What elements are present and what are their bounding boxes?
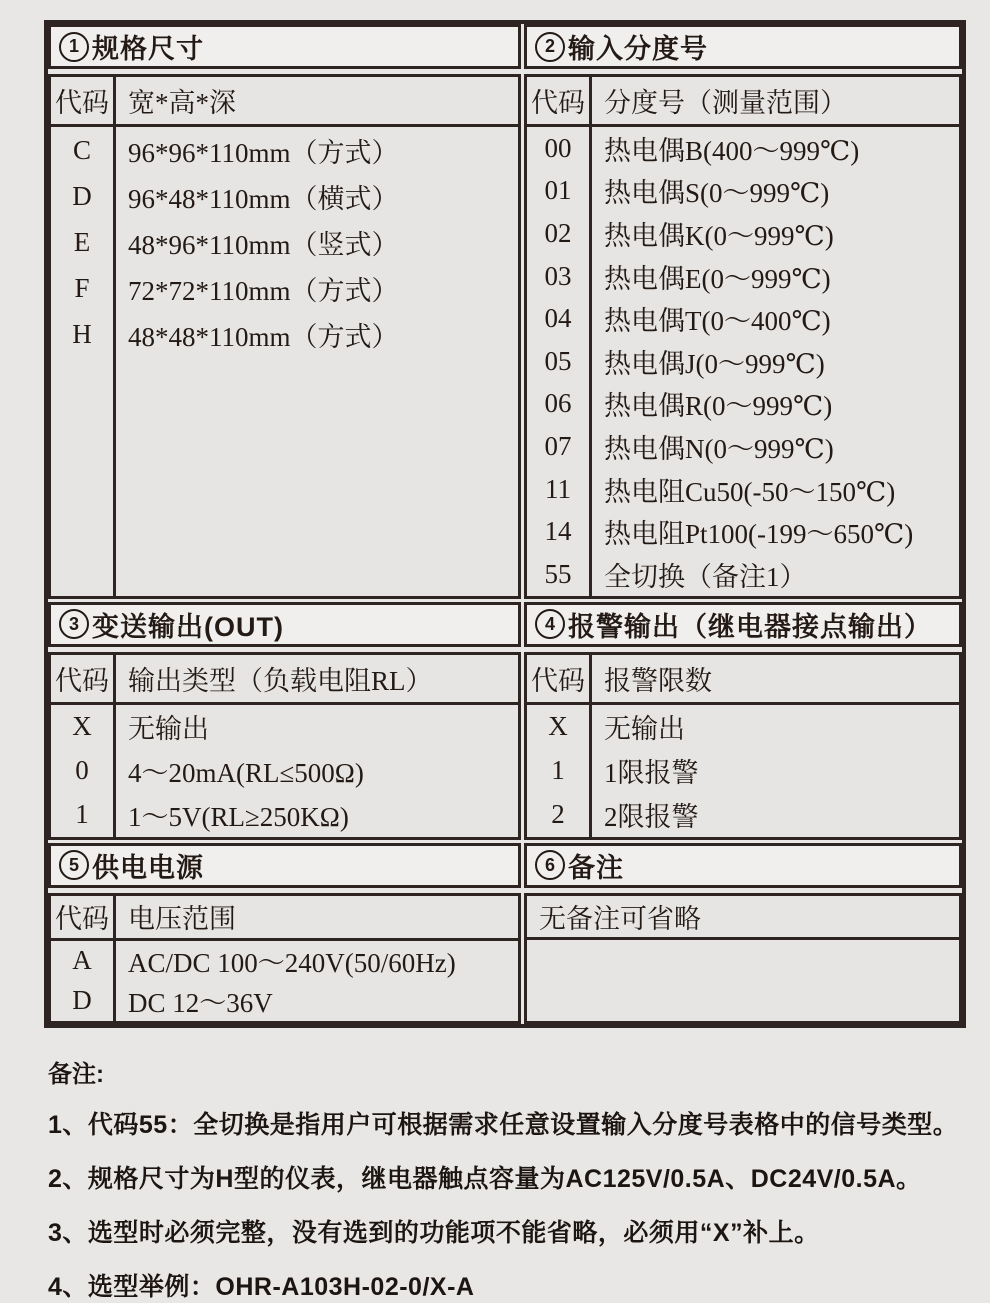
section-alarm-output: [524, 602, 962, 840]
circled-number-icon: 2: [535, 32, 565, 62]
code-cell: X: [548, 711, 568, 742]
section-transmit-output-title: [48, 602, 521, 647]
footnote-item: 3、选型时必须完整，没有选到的功能项不能省略，必须用“X”补上。: [48, 1218, 820, 1247]
section-title-text: 供电电源: [92, 852, 204, 883]
transmit-output-table: [48, 652, 521, 840]
code-column: [527, 127, 592, 596]
desc-column: [592, 127, 959, 596]
desc-cell: 1限报警: [604, 758, 699, 789]
desc-cell: 1～5V(RL≥250KΩ): [128, 802, 349, 833]
band-3: [48, 843, 962, 1024]
code-cell: 05: [544, 345, 572, 376]
section-alarm-output-title: [524, 602, 962, 647]
desc-column-header: 电压范围: [128, 904, 236, 935]
code-cell: 1: [551, 755, 565, 786]
spec-size-table: [48, 74, 521, 599]
section-title-text: 输入分度号: [568, 34, 708, 64]
desc-column: [116, 705, 518, 837]
footnote-item: 2、规格尺寸为H型的仪表，继电器触点容量为AC125V/0.5A、DC24V/0.5A。: [48, 1164, 922, 1193]
table-header-row: [51, 655, 518, 705]
code-column: [527, 705, 592, 837]
desc-cell: 热电偶R(0～999℃): [604, 391, 833, 422]
code-cell: 1: [75, 799, 89, 830]
desc-cell: 热电偶S(0～999℃): [604, 178, 830, 209]
code-cell: 02: [544, 217, 572, 248]
desc-cell: 全切换（备注1）: [604, 561, 807, 592]
code-cell: 2: [551, 799, 565, 830]
code-cell: 0: [75, 755, 89, 786]
table-body: [527, 127, 959, 596]
footnotes-heading: 备注:: [48, 1060, 104, 1088]
remark-note: 无备注可省略: [527, 896, 959, 940]
table-body: [51, 705, 518, 837]
circled-number-icon: 1: [59, 32, 89, 62]
section-title-text: 报警输出（继电器接点输出）: [568, 611, 932, 642]
power-supply-table: [48, 893, 521, 1024]
section-spec-size-title: [48, 24, 521, 69]
code-cell: 14: [544, 516, 572, 547]
desc-cell: 热电偶T(0～400℃): [604, 306, 831, 337]
desc-cell: 热电偶J(0～999℃): [604, 348, 825, 379]
desc-column-header: 报警限数: [604, 665, 712, 696]
circled-number-icon: 5: [59, 850, 89, 880]
section-title-text: 备注: [568, 852, 624, 883]
code-cell: H: [72, 318, 92, 349]
selection-code-table: [44, 20, 966, 1028]
desc-column-header: 分度号（测量范围）: [604, 88, 847, 118]
code-column-header: 代码: [527, 77, 592, 124]
code-column-header: 代码: [51, 655, 116, 702]
desc-cell: 热电偶B(400～999℃): [604, 135, 860, 166]
remark-empty-cell: [527, 940, 959, 1021]
table-header-row: [527, 655, 959, 705]
table-header-row: [51, 896, 518, 941]
code-cell: 07: [544, 430, 572, 461]
input-graduation-table: [524, 74, 962, 599]
section-spec-size: [48, 24, 521, 599]
desc-cell: DC 12～36V: [128, 988, 273, 1019]
desc-column-header: 宽*高*深: [128, 88, 236, 118]
desc-cell: 热电偶E(0～999℃): [604, 263, 831, 294]
section-input-graduation-title: [524, 24, 962, 69]
code-column: [51, 705, 116, 837]
table-body: [51, 127, 518, 596]
desc-cell: 无输出: [128, 714, 209, 745]
desc-column: [592, 705, 959, 837]
desc-cell: 72*72*110mm（方式）: [128, 275, 399, 306]
remark-table: [524, 893, 962, 1024]
footnote-item: 4、选型举例：OHR-A103H-02-0/X-A: [48, 1272, 475, 1301]
code-cell: D: [72, 985, 92, 1016]
desc-cell: 48*96*110mm（竖式）: [128, 229, 399, 260]
band-2: [48, 602, 962, 840]
code-cell: E: [73, 226, 91, 257]
code-column: [51, 127, 116, 596]
desc-column-header: 输出类型（负载电阻RL）: [128, 665, 433, 696]
code-cell: 01: [544, 175, 572, 206]
table-header-row: [51, 77, 518, 127]
code-cell: A: [72, 945, 92, 976]
code-cell: 00: [544, 132, 572, 163]
alarm-output-table: [524, 652, 962, 840]
desc-cell: 热电阻Cu50(-50～150℃): [604, 476, 896, 507]
footnotes: [48, 1054, 990, 1303]
code-cell: C: [72, 134, 91, 165]
desc-cell: AC/DC 100～240V(50/60Hz): [128, 948, 456, 979]
code-cell: 55: [544, 558, 572, 589]
desc-cell: 96*96*110mm（方式）: [128, 137, 399, 168]
table-header-row: [527, 77, 959, 127]
desc-cell: 96*48*110mm（横式）: [128, 183, 399, 214]
section-power-supply: [48, 843, 521, 1024]
circled-number-icon: 4: [535, 609, 565, 639]
table-body: [51, 941, 518, 1021]
section-remark: [524, 843, 962, 1024]
code-cell: 06: [544, 388, 572, 419]
footnote-item: 1、代码55：全切换是指用户可根据需求任意设置输入分度号表格中的信号类型。: [48, 1110, 959, 1139]
code-cell: 04: [544, 303, 572, 334]
circled-number-icon: 6: [535, 850, 565, 880]
desc-cell: 热电阻Pt100(-199～650℃): [604, 519, 914, 550]
desc-cell: 热电偶K(0～999℃): [604, 220, 834, 251]
desc-cell: 4～20mA(RL≤500Ω): [128, 758, 364, 789]
desc-cell: 2限报警: [604, 802, 699, 833]
section-transmit-output: [48, 602, 521, 840]
code-cell: 03: [544, 260, 572, 291]
section-power-supply-title: [48, 843, 521, 888]
code-cell: X: [72, 711, 92, 742]
section-remark-title: [524, 843, 962, 888]
band-1: [48, 24, 962, 599]
code-column: [51, 941, 116, 1021]
table-body: [527, 705, 959, 837]
section-title-text: 规格尺寸: [92, 34, 204, 64]
desc-cell: 无输出: [604, 714, 685, 745]
desc-cell: 热电偶N(0～999℃): [604, 433, 834, 464]
code-cell: F: [74, 272, 90, 303]
code-column-header: 代码: [51, 77, 116, 124]
desc-cell: 48*48*110mm（方式）: [128, 321, 399, 352]
code-column-header: 代码: [51, 896, 116, 938]
desc-column: [116, 941, 518, 1021]
code-column-header: 代码: [527, 655, 592, 702]
circled-number-icon: 3: [59, 609, 89, 639]
code-cell: 11: [545, 473, 571, 504]
code-cell: D: [72, 180, 92, 211]
section-input-graduation: [524, 24, 962, 599]
desc-column: [116, 127, 518, 596]
section-title-text: 变送输出(OUT): [92, 611, 284, 642]
